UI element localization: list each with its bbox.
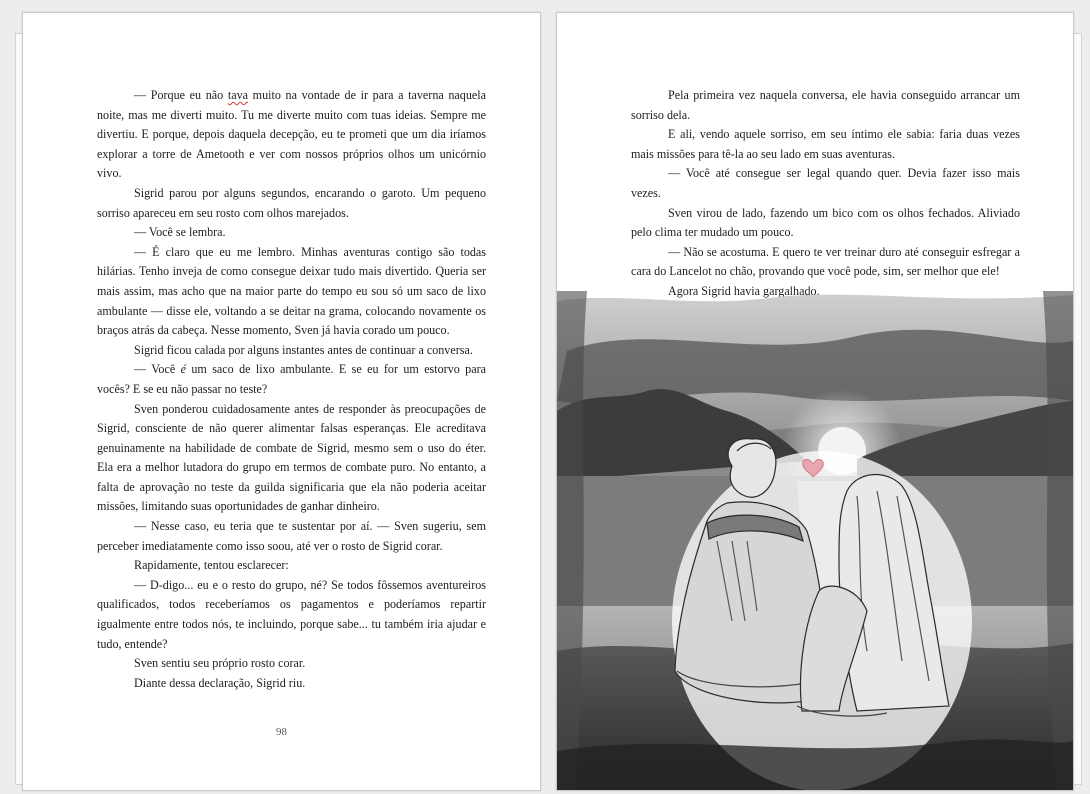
paragraph: — Você é um saco de lixo ambulante. E se eu for um estorvo para vocês? E se eu não passar no teste? bbox=[97, 362, 486, 396]
page-number: 98 bbox=[276, 726, 287, 738]
paragraph: — É claro que eu me lembro. Minhas aventuras contigo são todas hilárias. Tenho inveja de como consegue deixar tudo mais divertido. Queria ser mais assim, mas acho que na maior parte do tempo eu sou só um saco de lixo ambulante — disse ele, voltando a se deitar na grama, colocando novamente os braços atrás da cabeça. Nesse momento, Sven já havia corado um pouco. bbox=[97, 244, 486, 338]
emphasis: é bbox=[180, 362, 186, 377]
paragraph: Sigrid parou por alguns segundos, encarando o garoto. Um pequeno sorriso apareceu em seu rosto com olhos marejados. bbox=[97, 185, 486, 220]
body-text bbox=[631, 86, 1020, 302]
body-text bbox=[97, 86, 486, 693]
paragraph: — Você até consegue ser legal quando quer. Devia fazer isso mais vezes. bbox=[631, 166, 1020, 200]
paragraph: — Nesse caso, eu teria que te sustentar por aí. — Sven sugeriu, sem perceber imediatamente como isso soou, até ver o rosto de Sigrid corar. bbox=[97, 519, 486, 553]
paragraph: Sven virou de lado, fazendo um bico com os olhos fechados. Aliviado pelo clima ter mudado um pouco. bbox=[631, 205, 1020, 240]
paragraph: — Você se lembra. bbox=[134, 225, 226, 240]
document-page-left[interactable] bbox=[22, 12, 541, 791]
paragraph: Diante dessa declaração, Sigrid riu. bbox=[134, 675, 306, 690]
paragraph: — D-digo... eu e o resto do grupo, né? Se todos fôssemos aventureiros qualificados, todos receberíamos os pagamentos e poderíamos repartir igualmente entre todos nós, te incluindo, porque sabe... tu também iria ajudar e tudo, entende? bbox=[97, 577, 486, 651]
document-page-right[interactable] bbox=[556, 12, 1074, 791]
paragraph: Agora Sigrid havia gargalhado. bbox=[668, 283, 820, 298]
paragraph: — Não se acostuma. E quero te ver treinar duro até conseguir esfregar a cara do Lancelot no chão, provando que você pode, sim, ser melhor que ele! bbox=[631, 244, 1020, 279]
paragraph: Sven sentiu seu próprio rosto corar. bbox=[134, 656, 306, 671]
spellcheck-flagged-word[interactable]: tava bbox=[227, 88, 249, 102]
paragraph: E ali, vendo aquele sorriso, em seu íntimo ele sabia: faria duas vezes mais missões para tê-la ao seu lado em suas aventuras. bbox=[631, 127, 1020, 161]
paragraph: Sigrid ficou calada por alguns instantes antes de continuar a conversa. bbox=[134, 342, 473, 357]
paragraph: Pela primeira vez naquela conversa, ele havia conseguido arrancar um sorriso dela. bbox=[631, 88, 1020, 122]
paragraph: — Porque eu não tava muito na vontade de ir para a taverna naquela noite, mas me diverti muito. Tu me diverte muito com tuas ideias. Sempre me divertiu. E porque, depois daquela decepção, eu te prometi que um dia iríamos explorar a torre de Ametooth e ver com nossos próprios olhos um unicórnio vivo. bbox=[97, 88, 486, 181]
sketch-illustration bbox=[557, 291, 1073, 790]
paragraph: Sven ponderou cuidadosamente antes de responder às preocupações de Sigrid, consciente de não querer alimentar falsas esperanças. Ele acreditava genuinamente na habilidade de combate de Sigrid, mesmo sem o uso do éter. Ela era a melhor lutadora do grupo em termos de combate puro. No entanto, a falta de aprovação no teste da guilda significaria que ela não poderia aceitar missões, limitando suas oportunidades de ganhar dinheiro. bbox=[97, 401, 486, 514]
paragraph: Rapidamente, tentou esclarecer: bbox=[134, 558, 289, 573]
